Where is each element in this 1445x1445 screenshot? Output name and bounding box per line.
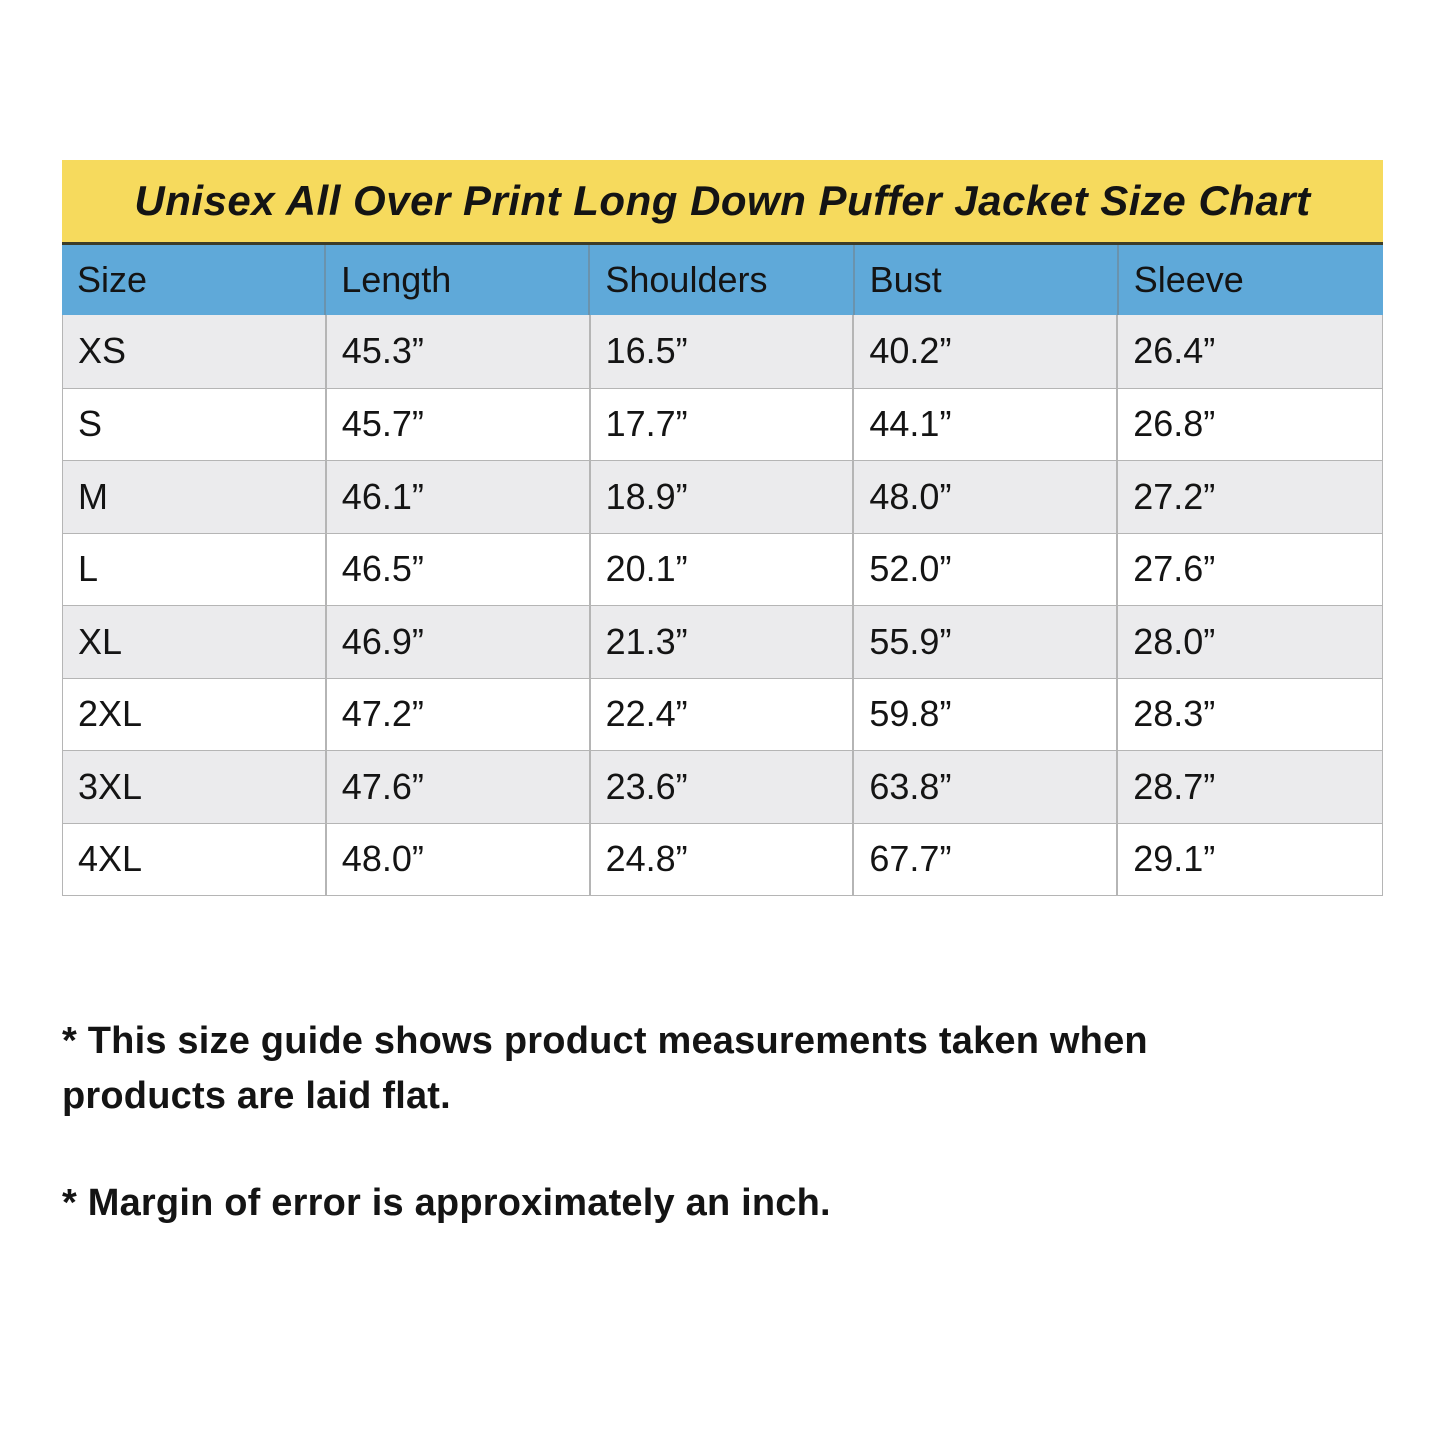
table-cell: 47.2” <box>327 679 591 751</box>
table-cell: 26.8” <box>1133 403 1216 445</box>
table-cell: M <box>63 461 327 533</box>
table-cell: XS <box>63 315 327 388</box>
table-cell: 22.4” <box>591 679 855 751</box>
table-cell: 28.0” <box>1133 620 1216 662</box>
table-row <box>63 823 1382 896</box>
column-header: Length <box>326 245 590 315</box>
column-header: Bust <box>855 245 1119 315</box>
table-cell: 18.9” <box>591 461 855 533</box>
table-cell: 4XL <box>63 824 327 896</box>
column-header: Shoulders <box>590 245 854 315</box>
table-cell: 29.1” <box>1133 838 1216 880</box>
table-header-row <box>62 245 1383 315</box>
table-row <box>63 678 1382 751</box>
table-cell: S <box>63 389 327 461</box>
table-row <box>63 533 1382 606</box>
table-cell: 17.7” <box>591 389 855 461</box>
table-cell: 27.6” <box>1133 548 1216 590</box>
table-row <box>63 388 1382 461</box>
table-cell: 28.7” <box>1133 765 1216 807</box>
table-cell: 20.1” <box>591 534 855 606</box>
table-cell: XL <box>63 606 327 678</box>
table-title: Unisex All Over Print Long Down Puffer Jacket Size Chart <box>134 177 1311 224</box>
table-cell: 48.0” <box>854 461 1118 533</box>
table-cell: 28.3” <box>1133 693 1216 735</box>
table-cell: 45.7” <box>327 389 591 461</box>
table-cell: 46.1” <box>327 461 591 533</box>
column-header: Sleeve <box>1133 259 1244 300</box>
table-cell: 21.3” <box>591 606 855 678</box>
table-cell: 27.2” <box>1133 475 1216 517</box>
table-cell: 16.5” <box>591 315 855 388</box>
table-cell: 26.4” <box>1133 330 1216 372</box>
table-row <box>63 460 1382 533</box>
table-row <box>63 750 1382 823</box>
table-cell: 47.6” <box>327 751 591 823</box>
column-header: Size <box>62 245 326 315</box>
footnote-margin-of-error: * Margin of error is approximately an inch. <box>62 1182 831 1224</box>
footnotes <box>62 1014 1297 1231</box>
table-cell: 46.5” <box>327 534 591 606</box>
table-cell: 67.7” <box>854 824 1118 896</box>
table-cell: 23.6” <box>591 751 855 823</box>
size-chart-table <box>62 160 1383 896</box>
table-cell: 40.2” <box>854 315 1118 388</box>
footnote-laid-flat: * This size guide shows product measurements taken when products are laid flat. <box>62 1020 1148 1117</box>
table-cell: L <box>63 534 327 606</box>
table-cell: 24.8” <box>591 824 855 896</box>
table-body <box>62 315 1383 896</box>
table-row <box>63 315 1382 388</box>
table-title-bar <box>62 160 1383 245</box>
table-row <box>63 605 1382 678</box>
table-cell: 55.9” <box>854 606 1118 678</box>
table-cell: 44.1” <box>854 389 1118 461</box>
table-cell: 46.9” <box>327 606 591 678</box>
table-cell: 48.0” <box>327 824 591 896</box>
table-cell: 2XL <box>63 679 327 751</box>
table-cell: 45.3” <box>327 315 591 388</box>
table-cell: 52.0” <box>854 534 1118 606</box>
table-cell: 63.8” <box>854 751 1118 823</box>
table-cell: 3XL <box>63 751 327 823</box>
table-cell: 59.8” <box>854 679 1118 751</box>
